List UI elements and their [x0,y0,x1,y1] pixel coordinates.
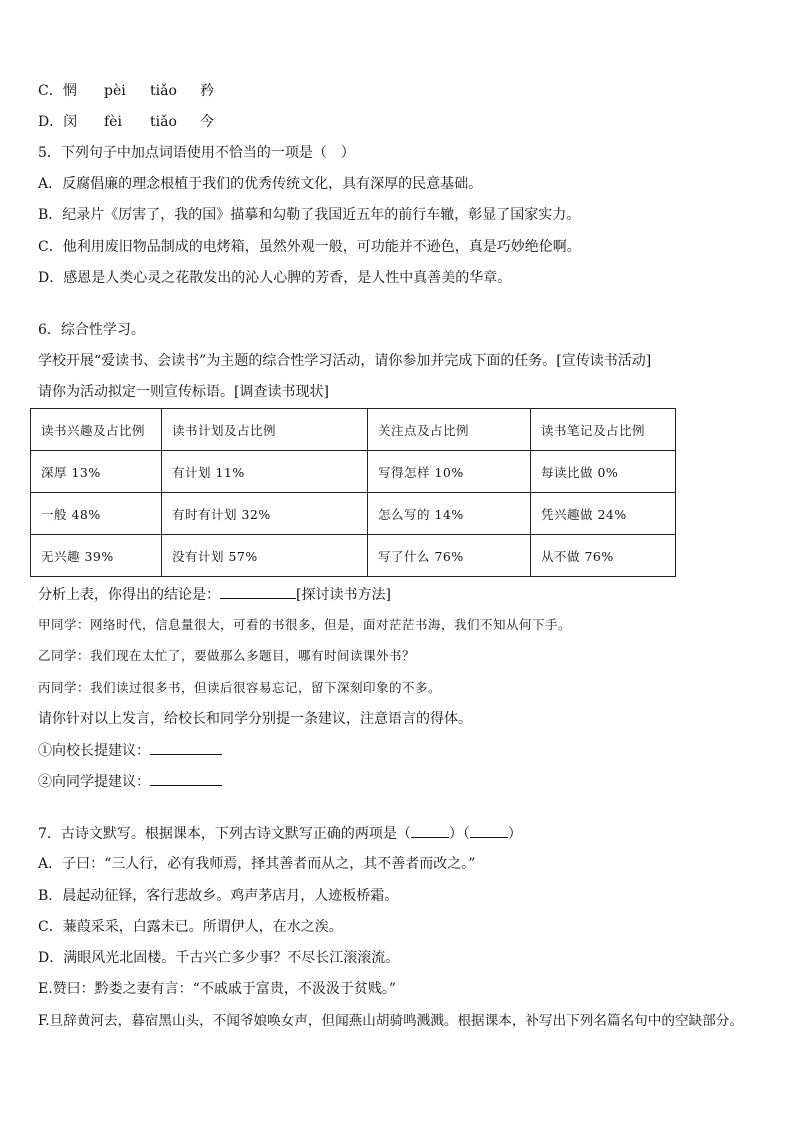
q7-stem-suffix: ） [507,826,522,842]
q6-suggest-principal-blank[interactable] [150,740,222,755]
q6-stem: 6．综合性学习。 [38,322,145,338]
table-cell: 写了什么 76% [368,535,531,577]
q4-option-d [38,112,214,132]
table-cell: 没有计划 57% [162,535,368,577]
reading-survey-table [30,408,676,577]
q6-analysis-suffix: [探讨读书方法] [296,587,391,603]
table-cell: 每读比做 0% [531,451,676,493]
q6-suggest-principal-label: ①向校长提建议： [38,743,150,759]
table-header: 读书计划及占比例 [162,409,368,451]
table-cell: 无兴趣 39% [31,535,162,577]
q7-answer-blank-1[interactable] [411,823,449,838]
q7-option-d: D．满眼风光北固楼。千古兴亡多少事？不尽长江滚滚流。 [38,950,400,966]
table-cell: 深厚 13% [31,451,162,493]
table-cell: 凭兴趣做 24% [531,493,676,535]
q5-option-c: C．他利用废旧物品制成的电烤箱，虽然外观一般，可功能并不逊色，真是巧妙绝伦啊。 [38,239,581,255]
q6-analysis-answer-blank[interactable] [220,584,296,599]
q4-option-c-pinyin2: tiǎo [150,83,177,99]
q7-option-b: B．晨起动征铎，客行悲故乡。鸡声茅店月，人迹板桥霜。 [38,888,399,904]
q7-answer-blank-2[interactable] [470,823,508,838]
table-row [31,493,676,535]
table-header-row [31,409,676,451]
q6-student-b: 乙同学：我们现在太忙了，要做那么多题目，哪有时间读课外书？ [38,648,416,663]
table-cell: 从不做 76% [531,535,676,577]
q7-option-c: C．蒹葭采采，白露未已。所谓伊人，在水之涘。 [38,919,343,935]
q6-task1: 请你为活动拟定一则宣传标语。[调查读书现状] [38,384,329,400]
q4-option-c [38,81,214,101]
q6-analysis [38,584,391,605]
q5-option-a: A．反腐倡廉的理念根植于我们的优秀传统文化，具有深厚的民意基础。 [38,176,483,192]
q4-option-d-char: 今 [200,114,214,130]
q5-option-b: B．纪录片《厉害了，我的国》描摹和勾勒了我国近五年的前行车辙，彰显了国家实力。 [38,207,581,223]
q6-suggest-classmate-label: ②向同学提建议： [38,774,150,790]
q6-task3: 请你针对以上发言，给校长和同学分别提一条建议，注意语言的得体。 [38,711,472,727]
q6-suggest-principal [38,740,222,761]
q7-stem [38,823,522,844]
q7-option-f: F.旦辞黄河去，暮宿黑山头，不闻爷娘唤女声，但闻燕山胡骑鸣溅溅。根据课本，补写出下列名篇名句中的空缺部分。 [38,1013,743,1029]
q6-student-a: 甲同学：网络时代，信息量很大，可看的书很多，但是，面对茫茫书海，我们不知从何下手。 [38,617,572,632]
q6-suggest-classmate [38,771,222,792]
table-header: 读书笔记及占比例 [531,409,676,451]
q7-option-e: E.赞曰：黔娄之妻有言：“不戚戚于富贵，不汲汲于贫贱。” [38,981,396,997]
q4-option-d-pinyin2: tiǎo [150,114,177,130]
q4-option-c-label: C．惘 [38,83,77,99]
q6-intro: 学校开展“爱读书、会读书”为主题的综合性学习活动，请你参加并完成下面的任务。[宣传读书活动] [38,353,652,369]
q4-option-d-pinyin1: fèi [104,114,122,130]
table-row [31,451,676,493]
q7-stem-mid: ）（ [448,826,470,842]
table-header: 关注点及占比例 [368,409,531,451]
table-row [31,535,676,577]
table-cell: 写得怎样 10% [368,451,531,493]
q4-option-c-pinyin1: pèi [104,83,126,99]
table-cell: 有时有计划 32% [162,493,368,535]
q5-option-d: D．感恩是人类心灵之花散发出的沁人心脾的芳香，是人性中真善美的华章。 [38,270,512,286]
table-cell: 有计划 11% [162,451,368,493]
q5-stem: 5．下列句子中加点词语使用不恰当的一项是（ ） [38,145,355,161]
q7-option-a: A．子曰：“三人行，必有我师焉，择其善者而从之，其不善者而改之。” [38,856,476,872]
q7-stem-prefix: 7．古诗文默写。根据课本，下列古诗文默写正确的两项是（ [38,826,411,842]
q4-option-d-label: D．闵 [38,114,78,130]
table-cell: 怎么写的 14% [368,493,531,535]
table-header: 读书兴趣及占比例 [31,409,162,451]
q6-analysis-prefix: 分析上表，你得出的结论是： [38,587,220,603]
q4-option-c-char: 矜 [200,83,214,99]
q6-suggest-classmate-blank[interactable] [150,771,222,786]
table-cell: 一般 48% [31,493,162,535]
q6-student-c: 丙同学：我们读过很多书，但读后很容易忘记，留下深刻印象的不多。 [38,680,442,695]
